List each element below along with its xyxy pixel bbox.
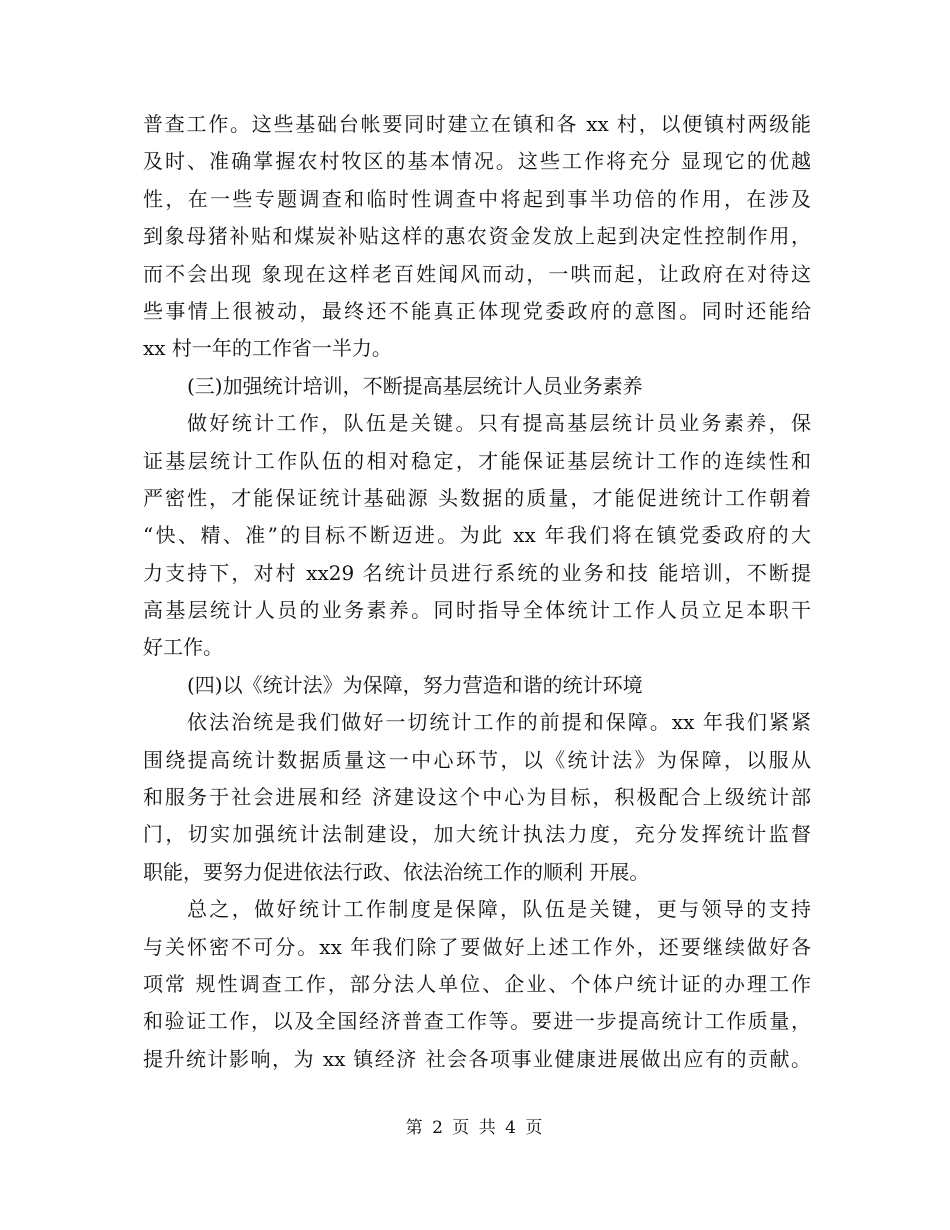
- page-number-footer: 第 2 页 共 4 页: [405, 1118, 545, 1138]
- text-line: (四)以《统计法》为保障，努力营造和谐的统计环境: [187, 672, 643, 697]
- text-line: 和服务于社会进展和经 济建设这个中心为目标，积极配合上级统计部: [143, 785, 811, 810]
- text-line: “快、精、准”的目标不断迈进。为此 xx 年我们将在镇党委政府的大: [143, 523, 811, 548]
- text-line: 项常 规性调查工作，部分法人单位、企业、个体户统计证的办理工作: [143, 971, 811, 996]
- text-line: 做好统计工作，队伍是关键。只有提高基层统计员业务素养，保: [187, 411, 811, 436]
- text-line: 职能，要努力促进依法行政、依法治统工作的顺利 开展。: [143, 859, 650, 884]
- text-line: (三)加强统计培训，不断提高基层统计人员业务素养: [187, 373, 643, 398]
- text-line: 严密性，才能保证统计基础源 头数据的质量，才能促进统计工作朝着: [143, 485, 811, 510]
- text-line: 普查工作。这些基础台帐要同时建立在镇和各 xx 村，以便镇村两级能: [143, 112, 811, 136]
- text-line: 证基层统计工作队伍的相对稳定，才能保证基层统计工作的连续性和: [143, 448, 811, 473]
- text-line: 门，切实加强统计法制建设，加大统计执法力度，充分发挥统计监督: [143, 822, 811, 847]
- text-line: 些事情上很被动，最终还不能真正体现党委政府的意图。同时还能给: [143, 298, 811, 323]
- text-line: 到象母猪补贴和煤炭补贴这样的惠农资金发放上起到决定性控制作用，: [143, 224, 811, 249]
- text-line: 及时、准确掌握农村牧区的基本情况。这些工作将充分 显现它的优越: [143, 149, 811, 174]
- text-line: 提升统计影响，为 xx 镇经济 社会各项事业健康进展做出应有的贡献。: [143, 1046, 811, 1071]
- text-line: xx 村一年的工作省一半力。: [143, 336, 392, 361]
- text-line: 和验证工作，以及全国经济普查工作等。要进一步提高统计工作质量，: [143, 1009, 811, 1034]
- text-line: 高基层统计人员的业务素养。同时指导全体统计工作人员立足本职干: [143, 598, 811, 623]
- text-line: 与关怀密不可分。xx 年我们除了要做好上述工作外，还要继续做好各: [143, 934, 811, 959]
- text-line: 力支持下，对村 xx29 名统计员进行系统的业务和技 能培训，不断提: [143, 560, 811, 585]
- body-text: [143, 106, 811, 1078]
- text-line: 总之，做好统计工作制度是保障，队伍是关键，更与领导的支持: [187, 897, 811, 922]
- text-line: 性，在一些专题调查和临时性调查中将起到事半功倍的作用，在涉及: [143, 186, 811, 211]
- text-line: 围绕提高统计数据质量这一中心环节，以《统计法》为保障，以服从: [143, 747, 811, 772]
- text-line: 好工作。: [143, 635, 223, 660]
- text-line: 而不会出现 象现在这样老百姓闻风而动，一哄而起，让政府在对待这: [143, 261, 811, 286]
- text-line: 依法治统是我们做好一切统计工作的前提和保障。xx 年我们紧紧: [187, 710, 811, 735]
